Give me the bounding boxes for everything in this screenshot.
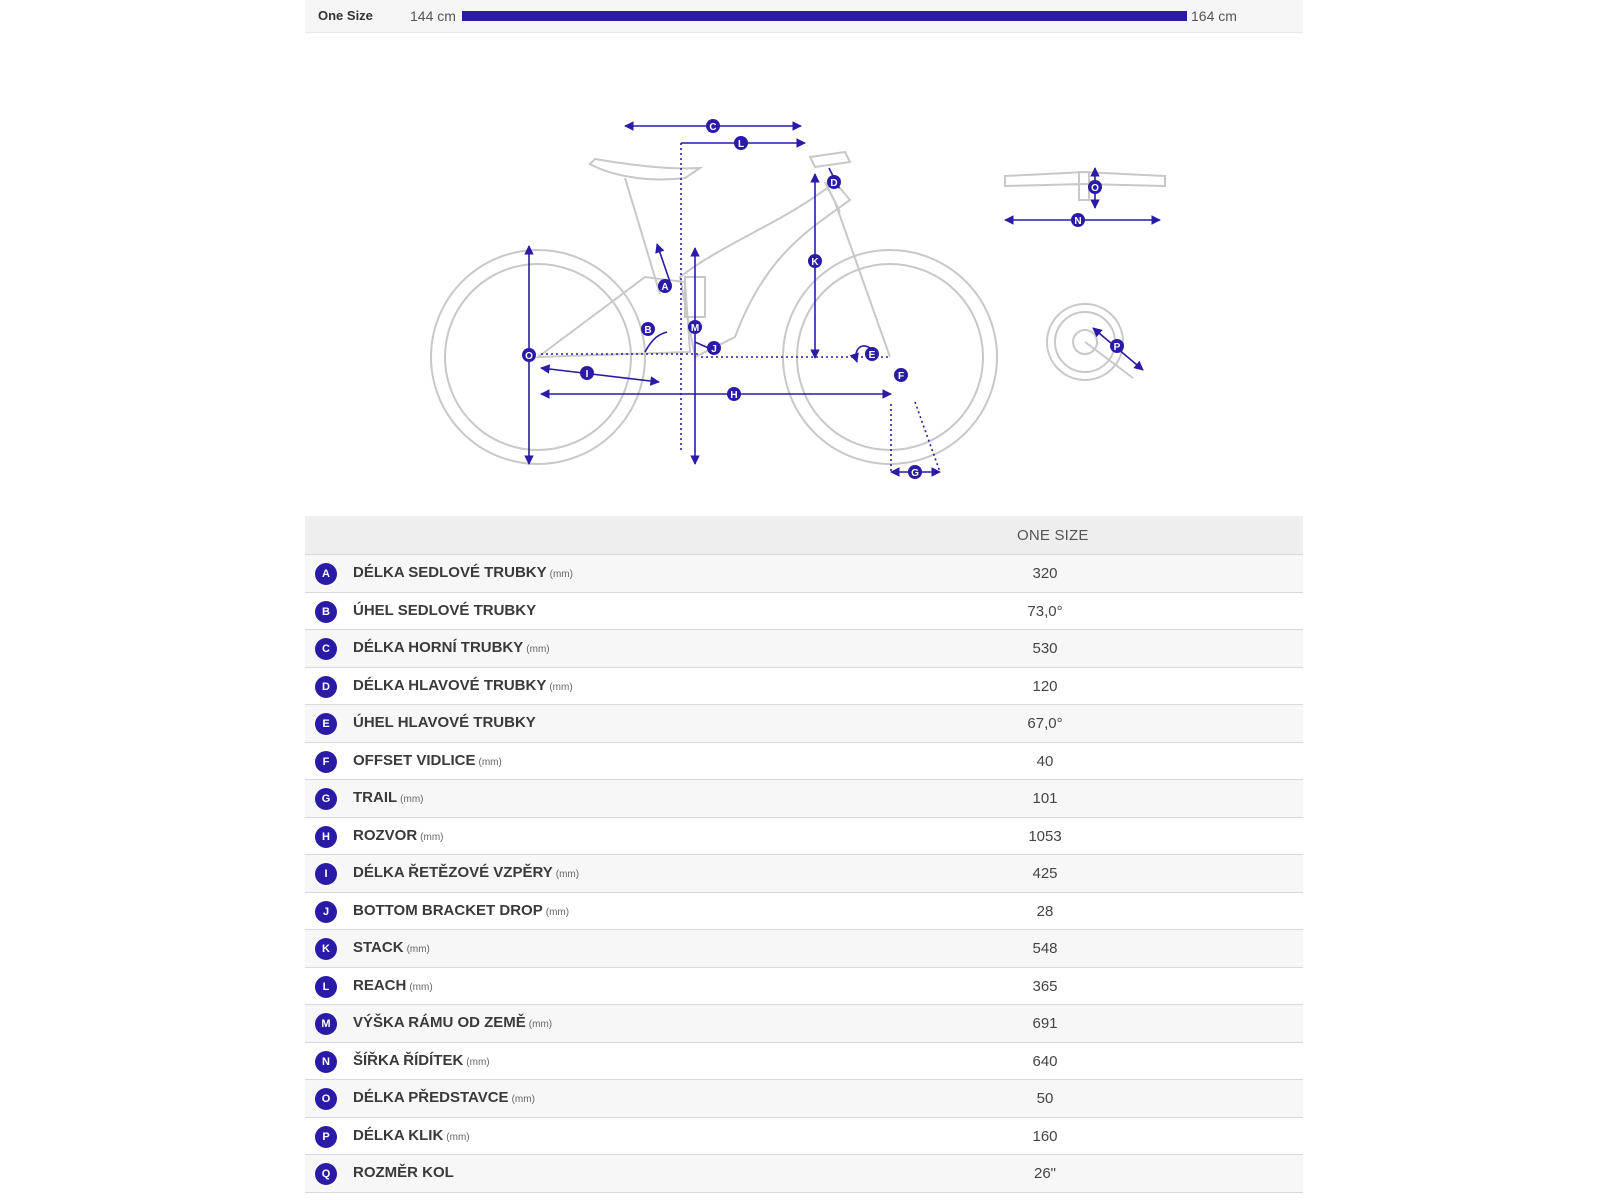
row-value: 40 [1036,752,1054,770]
svg-text:M: M [690,323,700,334]
svg-text:O: O [1091,183,1099,194]
row-label-text: REACH [353,976,407,994]
table-header [305,516,1303,555]
marker-l [734,136,748,150]
row-unit: (mm) [420,831,444,843]
row-unit: (mm) [446,1131,470,1143]
marker-o-left [522,348,536,362]
row-letter-badge: I [315,863,337,885]
marker-e [865,347,879,361]
svg-text:I: I [585,369,589,380]
bike-geometry-diagram [305,32,1303,512]
table-row [305,818,1303,856]
row-letter-badge: H [315,826,337,848]
row-letter-badge: Q [315,1163,337,1185]
row-label [353,939,430,956]
row-letter-badge: K [315,938,337,960]
table-row [305,668,1303,706]
row-letter-badge: F [315,751,337,773]
svg-text:H: H [730,390,738,401]
row-label-text: DÉLKA HORNÍ TRUBKY [353,639,524,656]
row-label-text: ROZVOR [353,826,418,844]
table-row [305,1005,1303,1043]
row-letter-badge: M [315,1013,337,1035]
svg-text:B: B [644,325,652,336]
table-row [305,555,1303,593]
row-label-text: VÝŠKA RÁMU OD ZEMĚ [353,1014,526,1031]
row-label [353,902,569,919]
table-row [305,930,1303,968]
svg-text:A: A [661,282,669,293]
row-unit: (mm) [511,1094,535,1105]
row-label-text: BOTTOM BRACKET DROP [353,901,543,919]
svg-text:P: P [1113,342,1121,353]
row-value: 67,0° [1027,715,1063,732]
row-value: 691 [1032,1015,1058,1032]
row-value: 50 [1036,1090,1054,1107]
row-value: 101 [1032,790,1058,807]
row-unit: (mm) [478,756,502,768]
table-row [305,593,1303,631]
svg-text:J: J [711,344,717,355]
svg-text:G: G [911,468,919,479]
row-letter-badge: O [315,1088,337,1110]
row-label [353,827,444,844]
saddle [590,159,700,179]
stem [810,152,850,167]
marker-h [727,387,741,401]
row-label [353,1052,490,1069]
marker-g [908,465,922,479]
row-value: 73,0° [1027,602,1063,620]
marker-f [894,368,908,382]
row-label-text: DÉLKA KLIK [353,1126,444,1144]
marker-d [827,175,841,189]
row-value: 425 [1032,865,1058,882]
rider-height-max: 164 cm [1191,8,1237,24]
row-label-text: ÚHEL HLAVOVÉ TRUBKY [353,714,536,731]
front-triangle [680,182,850,357]
rider-height-range-track [462,11,1187,21]
row-label [353,677,573,694]
row-unit: (mm) [526,644,550,655]
table-row [305,780,1303,818]
column-header-one-size: ONE SIZE [1017,527,1089,544]
table-row [305,855,1303,893]
row-unit: (mm) [406,944,430,955]
table-row [305,1118,1303,1156]
row-value: 28 [1036,902,1054,920]
marker-n [1071,213,1085,227]
table-row [305,1080,1303,1118]
row-letter-badge: J [315,901,337,923]
table-row [305,743,1303,781]
row-label [353,789,424,806]
row-letter-badge: N [315,1051,337,1073]
seatpost [625,178,660,294]
svg-text:K: K [811,257,819,268]
fork [835,202,890,357]
geometry-page [305,0,1303,1182]
row-label [353,639,550,656]
row-unit: (mm) [466,1056,490,1068]
row-letter-badge: D [315,676,337,698]
row-value: 160 [1032,1127,1058,1145]
svg-text:N: N [1074,216,1082,227]
row-label-text: DÉLKA ŘETĚZOVÉ VZPĚRY [353,864,553,881]
row-label [353,1164,454,1181]
row-unit: (mm) [545,906,570,918]
row-letter-badge: E [315,713,337,735]
marker-k [808,254,822,268]
marker-m [688,320,702,334]
row-value: 640 [1032,1052,1058,1070]
marker-o-right [1088,180,1102,194]
row-unit: (mm) [555,869,580,880]
geometry-table [305,516,1303,1193]
row-label [353,564,573,581]
svg-text:O: O [525,351,533,362]
row-unit: (mm) [528,1019,553,1030]
row-letter-badge: A [315,563,337,585]
row-letter-badge: C [315,638,337,660]
row-label-text: ŠÍŘKA ŘÍDÍTEK [353,1051,464,1069]
row-label-text: DÉLKA PŘEDSTAVCE [353,1089,509,1106]
svg-text:E: E [868,350,876,361]
svg-text:L: L [737,139,745,150]
row-unit: (mm) [549,681,573,693]
row-value: 26" [1033,1165,1056,1182]
table-row [305,968,1303,1006]
svg-text:F: F [897,371,905,382]
row-label [353,752,502,769]
row-label [353,602,536,619]
row-label [353,977,433,994]
marker-c [706,119,720,133]
marker-i [580,366,594,380]
row-value: 530 [1032,640,1058,657]
row-value: 120 [1032,677,1058,695]
table-body [305,555,1303,1193]
bike-outline [431,152,1165,464]
row-label-text: TRAIL [353,789,398,806]
svg-text:C: C [709,122,717,133]
size-range-bar [305,0,1303,33]
row-letter-badge: G [315,788,337,810]
size-label: One Size [318,8,373,23]
row-value: 365 [1032,977,1058,995]
row-unit: (mm) [549,569,573,580]
marker-p [1110,339,1124,353]
marker-a [658,279,672,293]
row-label [353,714,536,731]
row-label [353,864,579,881]
row-label [353,1127,470,1144]
marker-b [641,322,655,336]
row-label-text: ÚHEL SEDLOVÉ TRUBKY [353,601,537,619]
row-label-text: ROZMĚR KOL [353,1164,454,1181]
table-row [305,705,1303,743]
row-letter-badge: L [315,976,337,998]
table-row [305,630,1303,668]
marker-j [707,341,721,355]
row-value: 1053 [1028,827,1062,845]
table-row [305,1043,1303,1081]
row-label-text: STACK [353,939,404,956]
table-row [305,893,1303,931]
row-label-text: DÉLKA HLAVOVÉ TRUBKY [353,676,547,694]
svg-text:D: D [830,178,838,189]
bike-geometry-svg [305,32,1303,512]
rider-height-min: 144 cm [410,8,456,24]
row-label [353,1014,552,1031]
row-unit: (mm) [409,981,433,993]
table-row [305,1155,1303,1193]
row-value: 320 [1032,565,1058,582]
row-letter-badge: P [315,1126,337,1148]
row-label-text: OFFSET VIDLICE [353,751,476,769]
row-value: 548 [1032,940,1058,957]
handlebar-front-view [1005,172,1165,186]
dim-i-line [541,368,659,382]
row-letter-badge: B [315,601,337,623]
row-label [353,1089,535,1106]
row-unit: (mm) [400,794,424,805]
row-label-text: DÉLKA SEDLOVÉ TRUBKY [353,564,547,581]
